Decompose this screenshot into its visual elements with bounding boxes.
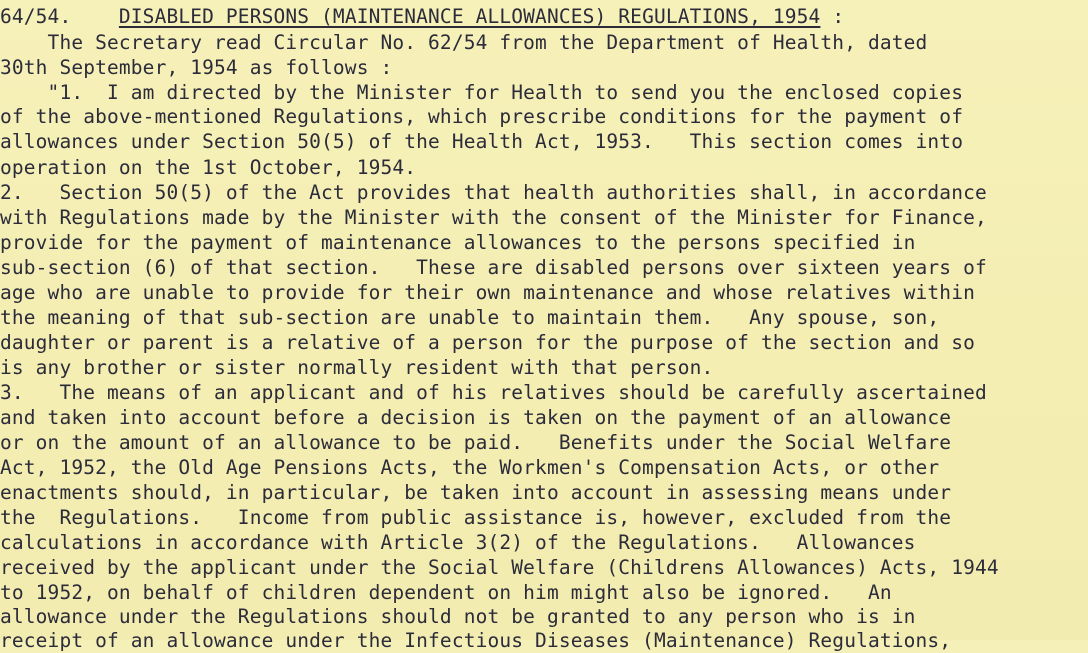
text-line: of the above-mentioned Regulations, which prescribe conditions for the payment of xyxy=(0,105,964,128)
text-line: sub-section (6) of that section. These are disabled persons over sixteen years of xyxy=(0,256,987,279)
text-line: provide for the payment of maintenance allowances to the persons specified in xyxy=(0,231,916,254)
text-line: 3. The means of an applicant and of his relatives should be carefully ascertained xyxy=(0,381,987,404)
text-line: enactments should, in particular, be taken into account in assessing means under xyxy=(0,481,952,504)
text-line: "1. I am directed by the Minister for Health to send you the enclosed copies xyxy=(0,81,964,104)
text-line: and taken into account before a decision is taken on the payment of an allowance xyxy=(0,406,952,429)
text-line: receipt of an allowance under the Infectious Diseases (Maintenance) Regulations, xyxy=(0,629,952,652)
text-line: received by the applicant under the Social Welfare (Childrens Allowances) Acts, 1944 xyxy=(0,556,999,579)
text-line: the Regulations. Income from public assistance is, however, excluded from the xyxy=(0,506,952,529)
document-heading: DISABLED PERSONS (MAINTENANCE ALLOWANCES) REGULATIONS, 1954 xyxy=(118,5,821,28)
text-line: age who are unable to provide for their own maintenance and whose relatives within xyxy=(0,281,975,304)
heading-line xyxy=(0,4,844,29)
text-line: allowances under Section 50(5) of the Health Act, 1953. This section comes into xyxy=(0,130,964,153)
text-line: or on the amount of an allowance to be paid. Benefits under the Social Welfare xyxy=(0,431,952,454)
heading-colon: : xyxy=(832,5,845,28)
text-line: is any brother or sister normally resident with that person. xyxy=(0,356,714,379)
text-line: calculations in accordance with Article 3(2) of the Regulations. Allowances xyxy=(0,531,916,554)
text-line: the meaning of that sub-section are unable to maintain them. Any spouse, son, xyxy=(0,306,940,329)
text-line: Act, 1952, the Old Age Pensions Acts, the Workmen's Compensation Acts, or other xyxy=(0,456,940,479)
text-line: 30th September, 1954 as follows : xyxy=(0,56,393,79)
text-line: to 1952, on behalf of children dependent on him might also be ignored. An xyxy=(0,581,892,604)
text-line: The Secretary read Circular No. 62/54 from the Department of Health, dated xyxy=(0,31,928,54)
minute-reference: 64/54. xyxy=(0,5,72,28)
text-line: 2. Section 50(5) of the Act provides that health authorities shall, in accordance xyxy=(0,181,987,204)
text-line: daughter or parent is a relative of a person for the purpose of the section and so xyxy=(0,331,975,354)
text-line: with Regulations made by the Minister with the consent of the Minister for Finance, xyxy=(0,206,987,229)
text-line: allowance under the Regulations should not be granted to any person who is in xyxy=(0,605,916,628)
text-line: operation on the 1st October, 1954. xyxy=(0,156,417,179)
